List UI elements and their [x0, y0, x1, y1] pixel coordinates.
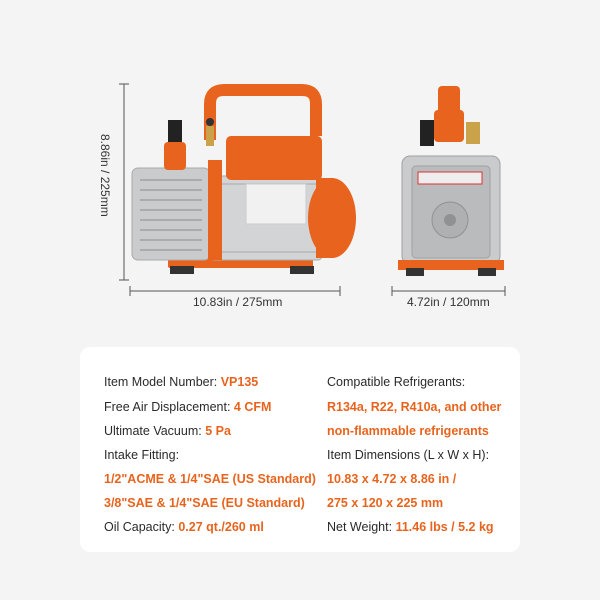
spec-dimensions-in: 10.83 x 4.72 x 8.86 in / — [327, 472, 457, 486]
spec-model-value: VP135 — [220, 375, 259, 389]
spec-weight — [327, 520, 494, 534]
spec-displacement-value: 4 CFM — [233, 400, 272, 414]
length-label: 10.83in / 275mm — [193, 295, 283, 309]
spec-intake-label: Intake Fitting: — [104, 448, 180, 462]
pump-front-view-image — [396, 80, 506, 280]
spec-vacuum — [104, 424, 231, 438]
spec-intake-eu: 3/8"SAE & 1/4"SAE (EU Standard) — [104, 496, 305, 510]
spec-refrigerants-line2: non-flammable refrigerants — [327, 424, 489, 438]
spec-dimensions-label: Item Dimensions (L x W x H): — [327, 448, 490, 462]
spec-intake-us: 1/2"ACME & 1/4"SAE (US Standard) — [104, 472, 316, 486]
spec-weight-label: Net Weight: — [327, 520, 396, 534]
width-label: 4.72in / 120mm — [407, 295, 490, 309]
spec-displacement — [104, 400, 271, 414]
spec-model-label: Item Model Number: — [104, 375, 221, 389]
spec-weight-value: 11.46 lbs / 5.2 kg — [395, 520, 494, 534]
spec-oil-value: 0.27 qt./260 ml — [178, 520, 264, 534]
spec-model — [104, 375, 258, 389]
spec-dimensions-mm: 275 x 120 x 225 mm — [327, 496, 444, 510]
spec-oil-label: Oil Capacity: — [104, 520, 179, 534]
spec-vacuum-label: Ultimate Vacuum: — [104, 424, 206, 438]
spec-displacement-label: Free Air Displacement: — [104, 400, 234, 414]
spec-oil — [104, 520, 264, 534]
height-label: 8.86in / 225mm — [98, 134, 112, 217]
spec-refrigerants-line1: R134a, R22, R410a, and other — [327, 400, 502, 414]
pump-side-view-image — [130, 80, 360, 280]
spec-refrigerants-label: Compatible Refrigerants: — [327, 375, 466, 389]
spec-vacuum-value: 5 Pa — [205, 424, 231, 438]
